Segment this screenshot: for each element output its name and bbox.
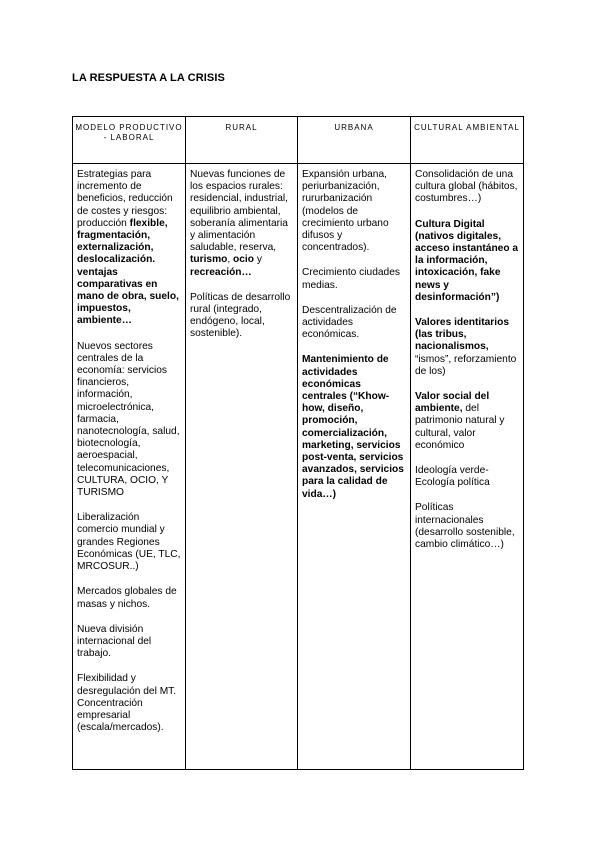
text-segment: recreación… — [190, 266, 252, 278]
table-header-row — [73, 117, 524, 164]
cell-paragraph — [302, 305, 407, 342]
cell-paragraph — [77, 512, 182, 573]
cell-paragraph — [415, 391, 520, 452]
text-segment: Estrategias para incremento de beneficios, reducción de costes y riesgos: producción — [77, 169, 173, 229]
cell-modelo-productivo — [73, 164, 186, 770]
text-segment: Valores identitarios (las tribus, nacionalismos, — [415, 317, 509, 353]
text-segment: Nuevas funciones de los espacios rurales: residencial, industrial, equilibrio ambiental, soberanía alimentaria y alimentación saludable, reserva, — [190, 169, 288, 254]
text-segment: del patrimonio natural y cultural, valor económico — [415, 403, 505, 451]
cell-paragraph — [77, 624, 182, 661]
cell-paragraph — [302, 267, 407, 291]
text-segment: Liberalización comercio mundial y grandes Regiones Económicas (UE, TLC, MRCOSUR..) — [77, 512, 181, 573]
cell-paragraph — [190, 292, 294, 341]
table-body-row — [73, 164, 524, 770]
text-segment: ocio — [233, 254, 254, 266]
text-segment: Nuevos sectores centrales de la economía: servicios financieros, información, microelectrónica, farmacia, nanotecnología, salud, biotecnología, aeroespacial, telecomunicaciones, CULTURA, OCIO, Y TURISMO — [77, 340, 180, 499]
text-segment: turismo — [190, 254, 228, 266]
text-segment: Consolidación de una cultura global (hábitos, costumbres…) — [415, 169, 518, 205]
cell-paragraph — [415, 219, 520, 304]
text-segment: Descentralización de actividades económicas. — [302, 304, 397, 341]
cell-paragraph — [77, 586, 182, 610]
cell-paragraph — [77, 673, 182, 734]
header-rural: RURAL — [186, 117, 298, 164]
text-segment: Mantenimiento de actividades económicas centrales (“Khow-how, diseño, promoción, comercialización, marketing, servicios post-venta, servicios avanzados, servicios para la calidad de vida…) — [302, 354, 404, 500]
cell-paragraph — [415, 317, 520, 378]
text-segment: “ismos”, reforzamiento de los) — [415, 353, 517, 377]
header-cultural-ambiental: CULTURAL AMBIENTAL — [411, 117, 524, 164]
cell-paragraph — [77, 341, 182, 500]
cell-rural — [186, 164, 298, 770]
cell-paragraph — [302, 354, 407, 500]
cell-paragraph — [77, 169, 182, 328]
cell-paragraph — [415, 169, 520, 206]
text-segment: Flexibilidad y desregulación del MT. Concentración empresarial (escala/mercados). — [77, 673, 177, 734]
text-segment: y — [253, 254, 262, 266]
text-segment: Nueva división internacional del trabajo. — [77, 623, 152, 660]
text-segment: , — [227, 254, 234, 266]
header-urbana: URBANA — [298, 117, 411, 164]
text-segment: Políticas de desarrollo rural (integrado, endógeno, local, sostenible). — [190, 291, 291, 340]
text-segment: Mercados globales de masas y nichos. — [77, 586, 177, 610]
text-segment: Crecimiento ciudades medias. — [302, 267, 400, 291]
cell-cultural-ambiental — [411, 164, 524, 770]
text-segment: Ideología verde- Ecología política — [415, 465, 490, 489]
crisis-response-table — [72, 116, 524, 770]
cell-paragraph — [415, 465, 520, 489]
cell-urbana — [298, 164, 411, 770]
page-title: LA RESPUESTA A LA CRISIS — [72, 72, 225, 84]
text-segment: Valor social del ambiente, — [415, 391, 490, 415]
cell-paragraph — [190, 169, 294, 279]
text-segment: Expansión urbana, periurbanización, rururbanización (modelos de crecimiento urbano difusos y concentrados). — [302, 169, 389, 254]
text-segment: Cultura Digital (nativos digitales, acceso instantáneo a la información, intoxicación, fake news y desinformación”) — [415, 218, 519, 303]
text-segment: flexible, fragmentación, externalización, deslocalización. ventajas comparativas en mano de obra, suelo, impuestos, ambiente… — [77, 217, 179, 327]
cell-paragraph — [302, 169, 407, 254]
header-modelo-productivo: MODELO PRODUCTIVO - LABORAL — [73, 117, 186, 164]
text-segment: Políticas internacionales (desarrollo sostenible, cambio climático…) — [415, 502, 515, 551]
cell-paragraph — [415, 502, 520, 551]
